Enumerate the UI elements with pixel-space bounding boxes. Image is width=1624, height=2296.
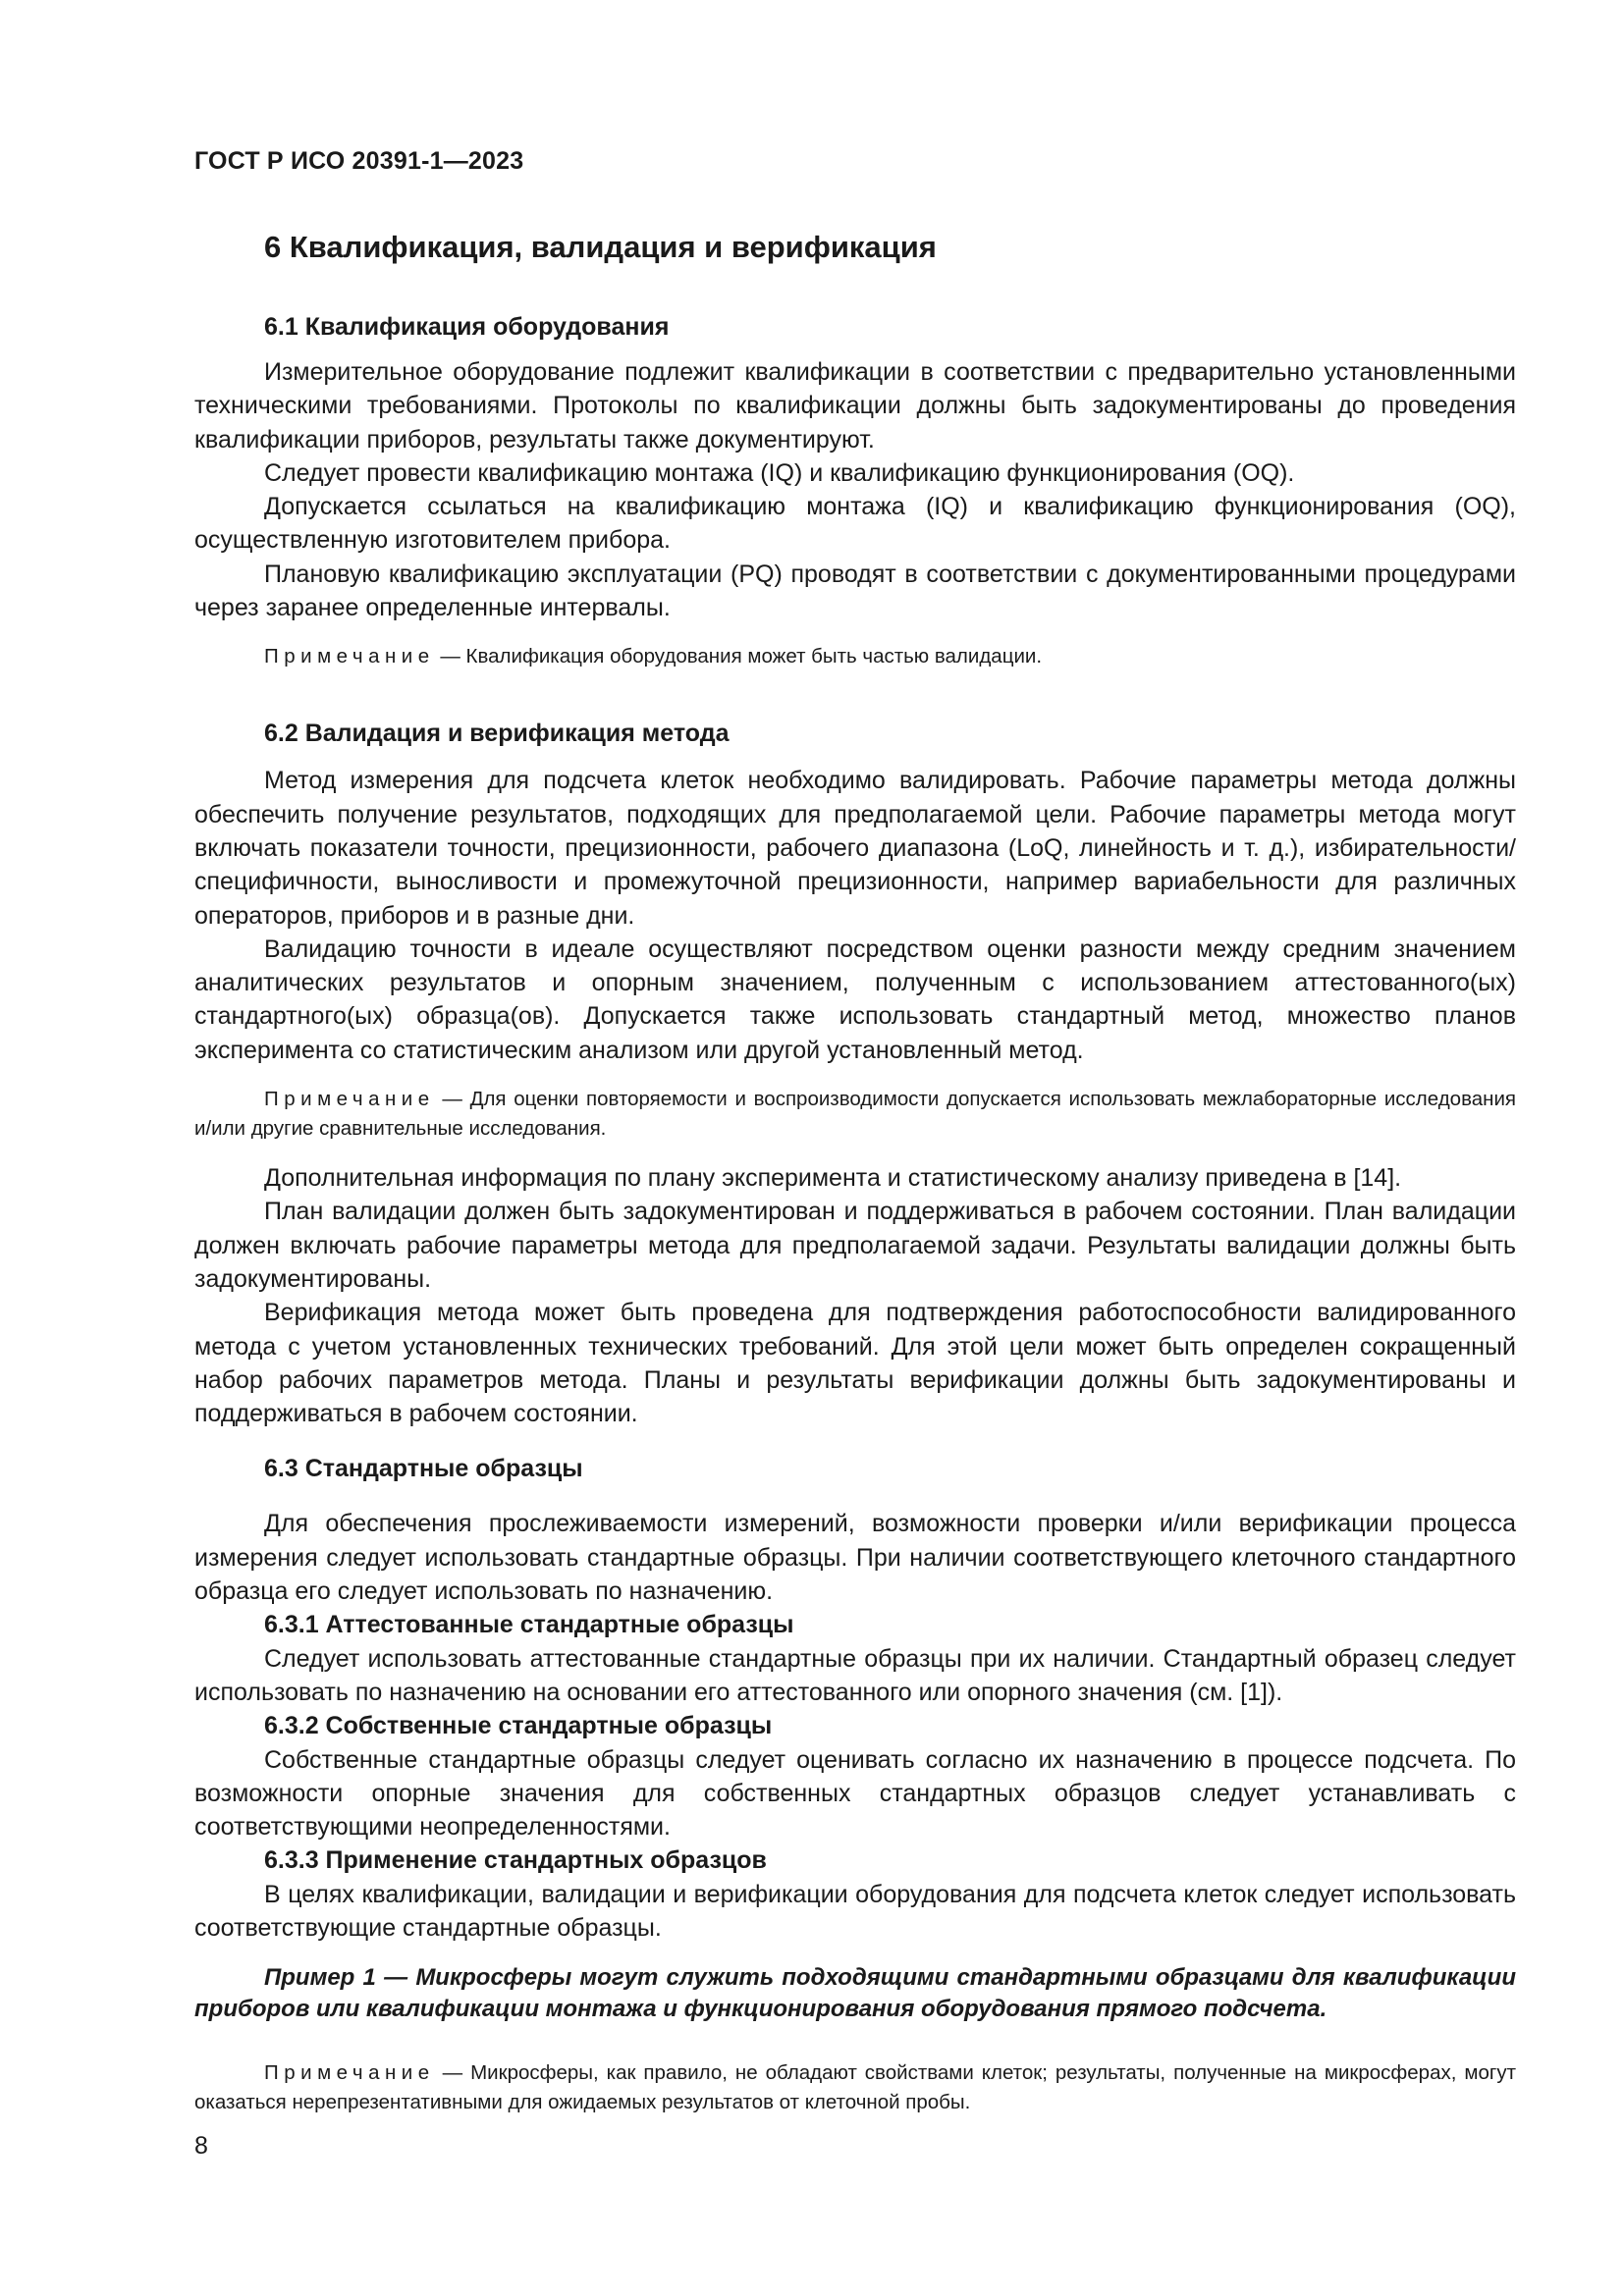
note-label: Примечание — [264, 645, 435, 668]
paragraph: План валидации должен быть задокументирован и поддерживаться в рабочем состоянии. План валидации должен включать рабочие параметры метода для предполагаемой задачи. Результаты валидации должны быть задокументированы. — [194, 1198, 1516, 1293]
subsection-title-6-1: 6.1 Квалификация оборудования — [264, 313, 670, 341]
paragraph: Валидацию точности в идеале осуществляют посредством оценки разности между средним значением аналитических результатов и опорным значением, полученным с использованием аттестованного(ых) стандартного(ых) образца(ов). Допускается также использовать стандартный метод, множество планов эксперимента со статистическим анализом или другой установленный метод. — [194, 934, 1516, 1064]
note-6-3 — [194, 2058, 1516, 2117]
note-6-2 — [194, 1085, 1516, 1144]
paragraph: Для обеспечения прослеживаемости измерений, возможности проверки и/или верификации процесса измерения следует использовать стандартные образцы. При наличии соответствующего клеточного стандартного образца его следует использовать по назначению. — [194, 1510, 1516, 1606]
page-number: 8 — [194, 2132, 208, 2160]
subsubsection-title-6-3-3: 6.3.3 Применение стандартных образцов — [264, 1846, 767, 1875]
note-6-1 — [194, 642, 1516, 671]
note-text: — Для оценки повторяемости и воспроизводимости допускается использовать межлабораторные исследования и/или другие сравнительные исследования. — [194, 1088, 1516, 1141]
paragraph: Измерительное оборудование подлежит квалификации в соответствии с предварительно установленными техническими требованиями. Протоколы по квалификации должны быть задокументированы до проведения квалификации приборов, результаты также документируют. — [194, 358, 1516, 454]
paragraph: В целях квалификации, валидации и верификации оборудования для подсчета клеток следует использовать соответствующие стандартные образцы. — [194, 1880, 1516, 1942]
paragraph: Плановую квалификацию эксплуатации (PQ) проводят в соответствии с документированными процедурами через заранее определенные интервалы. — [194, 560, 1516, 622]
note-text: — Микросферы, как правило, не обладают свойствами клеток; результаты, полученные на микросферах, могут оказаться нерепрезентативными для ожидаемых результатов от клеточной пробы. — [194, 2061, 1516, 2114]
subsection-title-6-3: 6.3 Стандартные образцы — [264, 1455, 583, 1483]
paragraph: Дополнительная информация по плану эксперимента и статистическому анализу приведена в [14]. — [264, 1164, 1402, 1193]
example-1: Пример 1 — Микросферы могут служить подходящими стандартными образцами для квалификации приборов или квалификации монтажа и функционирования оборудования прямого подсчета. — [194, 1964, 1516, 2023]
subsection-title-6-2: 6.2 Валидация и верификация метода — [264, 720, 730, 748]
subsubsection-title-6-3-2: 6.3.2 Собственные стандартные образцы — [264, 1712, 773, 1740]
note-label: Примечание — [264, 1088, 435, 1111]
subsubsection-title-6-3-1: 6.3.1 Аттестованные стандартные образцы — [264, 1611, 794, 1639]
paragraph: Верификация метода может быть проведена для подтверждения работоспособности валидированного метода с учетом установленных технических требований. Для этой цели может быть определен сокращенный набор рабочих параметров метода. Планы и результаты верификации должны быть задокументированы и поддерживаться в рабочем состоянии. — [194, 1299, 1516, 1428]
paragraph: Метод измерения для подсчета клеток необходимо валидировать. Рабочие параметры метода должны обеспечить получение результатов, подходящих для предполагаемой цели. Рабочие параметры метода могут включать показатели точности, прецизионности, рабочего диапазона (LoQ, линейность и т. д.), избирательности/специфичности, выносливости и промежуточной прецизионности, например вариабельности для различных операторов, приборов и в разные дни. — [194, 767, 1516, 930]
page-content — [194, 216, 1516, 2131]
paragraph: Следует провести квалификацию монтажа (IQ) и квалификацию функционирования (OQ). — [264, 458, 1295, 487]
paragraph: Собственные стандартные образцы следует оценивать согласно их назначению в процессе подсчета. По возможности опорные значения для собственных стандартных образцов следует устанавливать с соответствующими неопределенностями. — [194, 1745, 1516, 1842]
standard-header: ГОСТ Р ИСО 20391-1—2023 — [194, 147, 524, 175]
paragraph: Допускается ссылаться на квалификацию монтажа (IQ) и квалификацию функционирования (OQ), осуществленную изготовителем прибора. — [194, 493, 1516, 555]
note-text: — Квалификация оборудования может быть частью валидации. — [434, 645, 1043, 668]
paragraph: Следует использовать аттестованные стандартные образцы при их наличии. Стандартный образец следует использовать по назначению на основании его аттестованного или опорного значения (см. [1]). — [194, 1644, 1516, 1706]
note-label: Примечание — [264, 2061, 435, 2085]
section-title: 6 Квалификация, валидация и верификация — [264, 230, 937, 264]
